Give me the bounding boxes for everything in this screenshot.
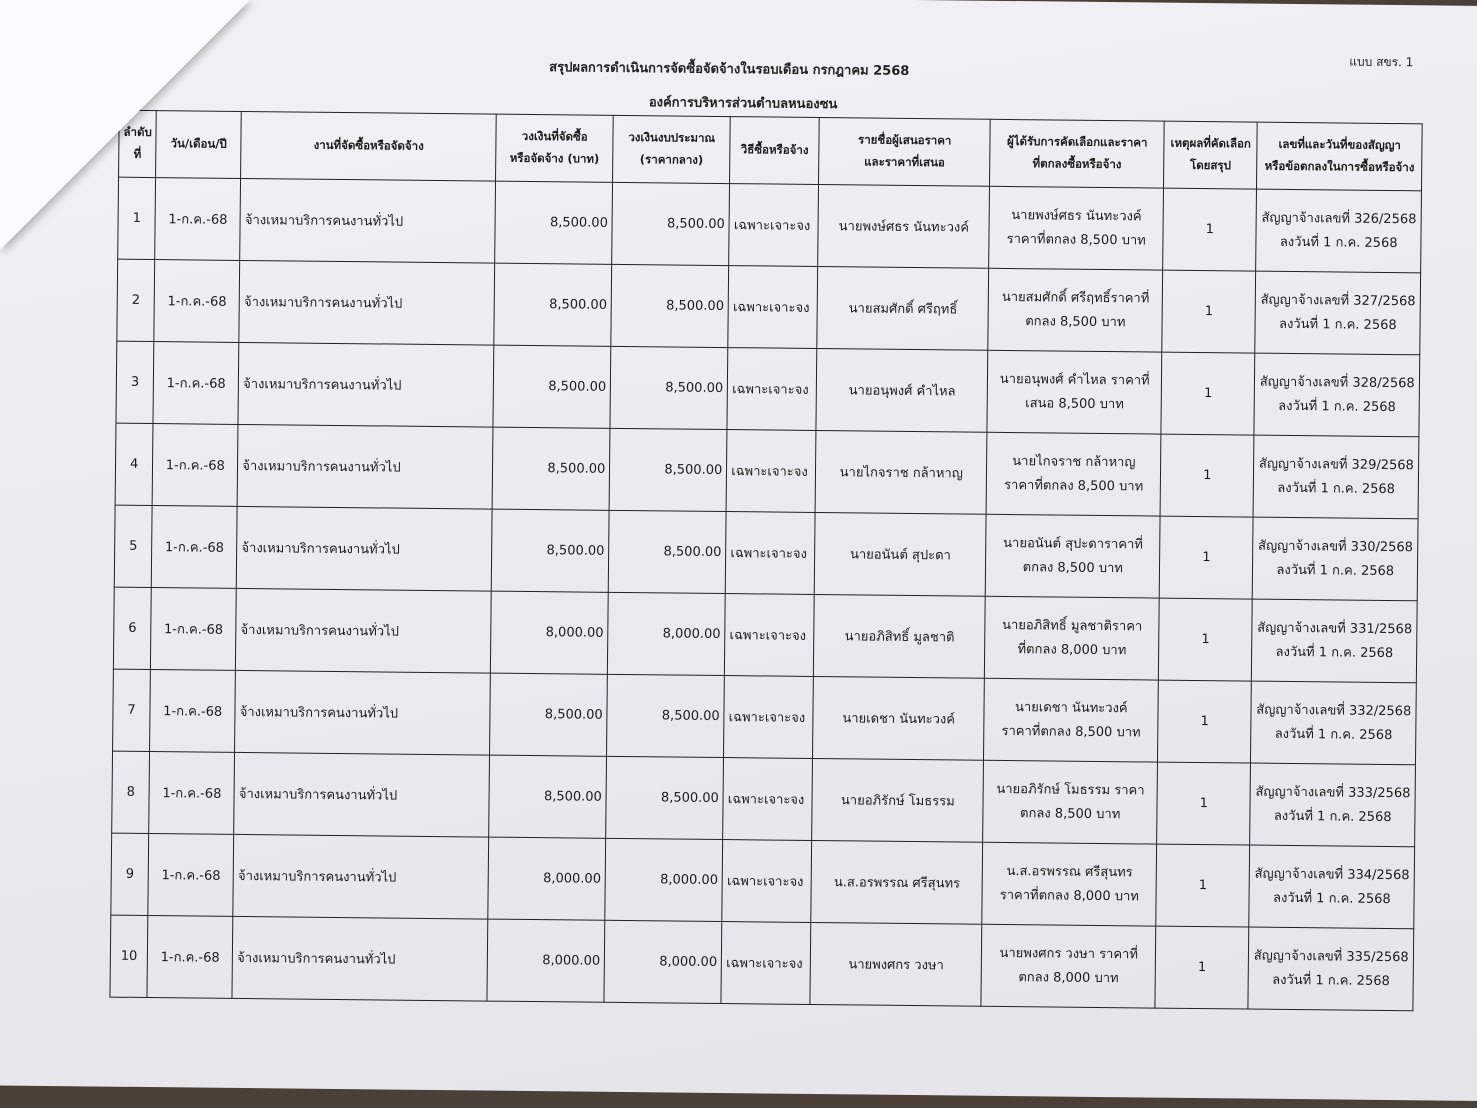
cell-contract [1251, 681, 1417, 765]
cell-median: 8,500.00 [607, 674, 725, 757]
cell-winner [986, 432, 1161, 516]
cell-bidder: นายอภิรักษ์ โมธรรม [812, 758, 984, 842]
cell-contract-line1: สัญญาจ้างเลขที่ 330/2568 [1257, 538, 1414, 556]
header-method: วิธีซื้อหรือจ้าง [730, 117, 820, 185]
header-winner-line2: ที่ตกลงซื้อหรือจ้าง [1032, 156, 1122, 172]
cell-winner-line2: ตกลง 8,000 บาท [1018, 969, 1119, 986]
table-row [116, 341, 1420, 437]
cell-reason: 1 [1156, 844, 1250, 927]
cell-winner-line1: นายพงษ์ศธร นันทะวงค์ [1011, 208, 1142, 225]
cell-median: 8,000.00 [604, 920, 722, 1003]
cell-median: 8,000.00 [608, 592, 726, 675]
cell-reason: 1 [1155, 926, 1249, 1009]
cell-contract-line1: สัญญาจ้างเลขที่ 335/2568 [1253, 948, 1409, 966]
cell-task: จ้างเหมาบริการคนงานทั่วไป [238, 342, 494, 427]
header-bidder-line2: และราคาที่เสนอ [864, 154, 945, 170]
cell-contract-line1: สัญญาจ้างเลขที่ 327/2568 [1260, 292, 1416, 310]
cell-method: เฉพาะเจาะจง [723, 758, 813, 841]
procurement-table [109, 110, 1423, 1012]
cell-no: 5 [114, 505, 152, 587]
cell-reason: 1 [1157, 762, 1251, 845]
cell-method: เฉพาะเจาะจง [726, 430, 816, 513]
header-contract [1257, 122, 1423, 191]
cell-median: 8,500.00 [610, 346, 728, 429]
cell-winner-line1: นายไกจราช กล้าหาญ [1012, 454, 1136, 471]
cell-contract [1256, 189, 1422, 273]
cell-winner-line2: เสนอ 8,500 บาท [1025, 395, 1124, 412]
cell-task: จ้างเหมาบริการคนงานทั่วไป [236, 588, 492, 673]
cell-task: จ้างเหมาบริการคนงานทั่วไป [233, 834, 489, 919]
cell-budget: 8,500.00 [490, 673, 608, 756]
cell-no: 10 [110, 915, 148, 997]
cell-no: 7 [113, 669, 151, 751]
cell-contract-line2: ลงวันที่ 1 ก.ค. 2568 [1276, 562, 1395, 579]
cell-median: 8,500.00 [609, 510, 727, 593]
cell-method: เฉพาะเจาะจง [729, 184, 819, 267]
cell-no: 1 [118, 177, 156, 259]
cell-reason: 1 [1161, 352, 1255, 435]
cell-contract [1252, 599, 1418, 683]
cell-bidder: นายพงษ์ศธร นันทะวงค์ [818, 185, 990, 269]
cell-no: 3 [116, 341, 154, 423]
cell-winner-line1: นายอภิสิทธิ์ มูลชาติราคา [1002, 618, 1143, 635]
cell-budget: 8,000.00 [488, 837, 606, 920]
header-median-line1: วงเงินงบประมาณ [628, 130, 716, 146]
cell-task: จ้างเหมาบริการคนงานทั่วไป [240, 178, 496, 263]
cell-bidder: นายเดชา นันทะวงค์ [813, 676, 985, 760]
cell-bidder: นายไกจราช กล้าหาญ [815, 430, 987, 514]
cell-reason: 1 [1158, 680, 1252, 763]
cell-no: 6 [113, 587, 151, 669]
cell-date: 1-ก.ค.-68 [149, 752, 235, 835]
cell-contract [1248, 927, 1414, 1011]
cell-budget: 8,000.00 [491, 591, 609, 674]
cell-contract [1253, 435, 1419, 519]
cell-winner [985, 514, 1160, 598]
cell-method: เฉพาะเจาะจง [724, 676, 814, 759]
cell-bidder: นายพงศกร วงษา [810, 922, 982, 1006]
cell-bidder: นายอภิสิทธิ์ มูลชาติ [814, 594, 986, 678]
cell-budget: 8,500.00 [492, 427, 610, 510]
cell-contract-line1: สัญญาจ้างเลขที่ 331/2568 [1257, 620, 1413, 638]
cell-task: จ้างเหมาบริการคนงานทั่วไป [235, 670, 491, 755]
header-contract-line2: หรือข้อตกลงในการซื้อหรือจ้าง [1264, 158, 1415, 175]
cell-date: 1-ก.ค.-68 [147, 916, 233, 999]
cell-winner-line1: น.ส.อรพรรณ ศรีสุนทร [1006, 864, 1133, 881]
header-budget [496, 114, 614, 182]
cell-bidder: นายอนันต์ สุปะดา [814, 512, 986, 596]
table-row [118, 177, 1422, 273]
cell-budget: 8,000.00 [487, 919, 605, 1002]
cell-winner-line2: ตกลง 8,500 บาท [1020, 805, 1121, 822]
header-reason [1164, 121, 1258, 189]
cell-reason: 1 [1160, 434, 1254, 517]
cell-date: 1-ก.ค.-68 [154, 260, 240, 343]
cell-contract-line1: สัญญาจ้างเลขที่ 332/2568 [1256, 702, 1412, 720]
cell-contract-line2: ลงวันที่ 1 ก.ค. 2568 [1279, 234, 1398, 251]
cell-task: จ้างเหมาบริการคนงานทั่วไป [237, 424, 493, 509]
cell-contract [1255, 271, 1421, 355]
cell-date: 1-ก.ค.-68 [151, 588, 237, 671]
cell-contract-line1: สัญญาจ้างเลขที่ 328/2568 [1259, 374, 1415, 392]
table-row [110, 915, 1414, 1011]
table-row [117, 259, 1421, 355]
cell-budget: 8,500.00 [494, 263, 612, 346]
cell-contract [1249, 845, 1415, 929]
cell-method: เฉพาะเจาะจง [726, 512, 816, 595]
form-code: แบบ สขร. 1 [1349, 54, 1414, 70]
cell-winner-line1: นายเดชา นันทะวงค์ [1014, 700, 1128, 717]
cell-winner-line1: นายสมศักดิ์ ศรีฤทธิ์ราคาที่ [1001, 290, 1150, 307]
cell-winner-line1: นายอนันต์ สุปะดาราคาที่ [1003, 536, 1143, 553]
cell-contract-line1: สัญญาจ้างเลขที่ 326/2568 [1261, 210, 1417, 228]
cell-contract [1254, 353, 1420, 437]
cell-winner [987, 350, 1162, 434]
cell-no: 9 [111, 833, 149, 915]
cell-median: 8,500.00 [606, 756, 724, 839]
header-budget-line2: หรือจัดจ้าง (บาท) [509, 150, 600, 166]
cell-median: 8,500.00 [612, 182, 730, 265]
cell-method: เฉพาะเจาะจง [727, 348, 817, 431]
cell-contract [1250, 763, 1416, 847]
cell-winner [984, 678, 1159, 762]
cell-contract-line1: สัญญาจ้างเลขที่ 333/2568 [1255, 784, 1411, 802]
cell-method: เฉพาะเจาะจง [722, 840, 812, 923]
table-row [115, 423, 1419, 519]
cell-contract-line1: สัญญาจ้างเลขที่ 334/2568 [1254, 866, 1410, 884]
cell-date: 1-ก.ค.-68 [155, 178, 241, 261]
cell-contract [1252, 517, 1418, 601]
cell-method: เฉพาะเจาะจง [721, 922, 811, 1005]
cell-no: 2 [117, 259, 155, 341]
header-winner [990, 119, 1165, 188]
document-title: สรุปผลการดำเนินการจัดซื้อจัดจ้างในรอบเดือน กรกฎาคม 2568 [549, 60, 910, 79]
cell-reason: 1 [1159, 516, 1253, 599]
header-reason-line1: เหตุผลที่คัดเลือก [1170, 135, 1251, 151]
cell-bidder: นายสมศักดิ์ ศรีฤทธิ์ [817, 266, 989, 350]
cell-reason: 1 [1162, 270, 1256, 353]
cell-date: 1-ก.ค.-68 [152, 424, 238, 507]
cell-contract-line2: ลงวันที่ 1 ก.ค. 2568 [1275, 644, 1394, 661]
table-row [112, 751, 1416, 847]
cell-contract-line2: ลงวันที่ 1 ก.ค. 2568 [1277, 480, 1396, 497]
cell-budget: 8,500.00 [493, 345, 611, 428]
cell-winner-line2: ราคาที่ตกลง 8,500 บาท [1001, 723, 1141, 740]
cell-bidder: นายอนุพงศ์ คำไหล [816, 348, 988, 432]
cell-winner-line1: นายพงศกร วงษา ราคาที่ [999, 946, 1139, 963]
header-contract-line1: เลขที่และวันที่ของสัญญา [1278, 136, 1402, 153]
cell-winner-line2: ราคาที่ตกลง 8,500 บาท [1004, 477, 1144, 494]
cell-median: 8,000.00 [605, 838, 723, 921]
cell-bidder: น.ส.อรพรรณ ศรีสุนทร [811, 840, 983, 924]
cell-budget: 8,500.00 [492, 509, 610, 592]
cell-winner-line1: นายอนุพงศ์ คำไหล ราคาที่ [999, 372, 1150, 389]
cell-winner [983, 760, 1158, 844]
cell-contract-line2: ลงวันที่ 1 ก.ค. 2568 [1272, 972, 1390, 989]
cell-winner-line2: ราคาที่ตกลง 8,500 บาท [1006, 231, 1146, 248]
cell-budget: 8,500.00 [489, 755, 607, 838]
cell-winner [988, 268, 1163, 352]
cell-contract-line2: ลงวันที่ 1 ก.ค. 2568 [1273, 808, 1392, 825]
header-winner-line1: ผู้ได้รับการคัดเลือกและราคา [1006, 134, 1148, 150]
cell-winner-line1: นายอภิรักษ์ โมธรรม ราคา [996, 782, 1145, 799]
cell-budget: 8,500.00 [495, 181, 613, 264]
header-bidder [819, 118, 991, 187]
cell-method: เฉพาะเจาะจง [725, 594, 815, 677]
header-median [613, 115, 731, 183]
header-no: ลำดับที่ [119, 110, 157, 177]
organization-name: องค์การบริหารส่วนตำบลหนองซน [648, 95, 838, 113]
cell-date: 1-ก.ค.-68 [152, 506, 238, 589]
cell-reason: 1 [1159, 598, 1253, 681]
header-median-line2: (ราคากลาง) [639, 152, 704, 167]
cell-method: เฉพาะเจาะจง [728, 266, 818, 349]
cell-date: 1-ก.ค.-68 [148, 834, 234, 917]
table-row [113, 669, 1417, 765]
cell-median: 8,500.00 [611, 264, 729, 347]
cell-reason: 1 [1163, 188, 1257, 271]
cell-contract-line2: ลงวันที่ 1 ก.ค. 2568 [1274, 726, 1393, 743]
cell-contract-line2: ลงวันที่ 1 ก.ค. 2568 [1272, 890, 1391, 907]
header-date: วัน/เดือน/ปี [156, 111, 242, 179]
cell-no: 4 [115, 423, 153, 505]
cell-winner [981, 924, 1156, 1008]
cell-date: 1-ก.ค.-68 [153, 342, 239, 425]
cell-task: จ้างเหมาบริการคนงานทั่วไป [232, 916, 488, 1001]
cell-task: จ้างเหมาบริการคนงานทั่วไป [237, 506, 493, 591]
header-reason-line2: โดยสรุป [1189, 157, 1232, 173]
cell-task: จ้างเหมาบริการคนงานทั่วไป [234, 752, 490, 837]
cell-task: จ้างเหมาบริการคนงานทั่วไป [239, 260, 495, 345]
cell-contract-line2: ลงวันที่ 1 ก.ค. 2568 [1278, 316, 1397, 333]
table-row [114, 505, 1418, 601]
cell-median: 8,500.00 [609, 428, 727, 511]
header-task: งานที่จัดซื้อหรือจัดจ้าง [241, 111, 497, 181]
cell-winner-line2: ตกลง 8,500 บาท [1025, 313, 1126, 330]
cell-winner-line2: ราคาที่ตกลง 8,000 บาท [999, 887, 1139, 904]
folded-page-corner [0, 0, 250, 250]
cell-winner-line2: ตกลง 8,500 บาท [1022, 559, 1123, 576]
cell-winner-line2: ที่ตกลง 8,000 บาท [1017, 641, 1127, 658]
table-row [111, 833, 1415, 929]
cell-contract-line1: สัญญาจ้างเลขที่ 329/2568 [1258, 456, 1414, 474]
header-bidder-line1: รายชื่อผู้เสนอราคา [858, 132, 952, 148]
header-budget-line1: วงเงินที่จัดซื้อ [521, 129, 588, 144]
cell-winner [982, 842, 1157, 926]
cell-date: 1-ก.ค.-68 [150, 670, 236, 753]
cell-winner [985, 596, 1160, 680]
table-row [113, 587, 1417, 683]
cell-contract-line2: ลงวันที่ 1 ก.ค. 2568 [1278, 398, 1396, 415]
cell-no: 8 [112, 751, 150, 833]
cell-winner [989, 186, 1164, 270]
